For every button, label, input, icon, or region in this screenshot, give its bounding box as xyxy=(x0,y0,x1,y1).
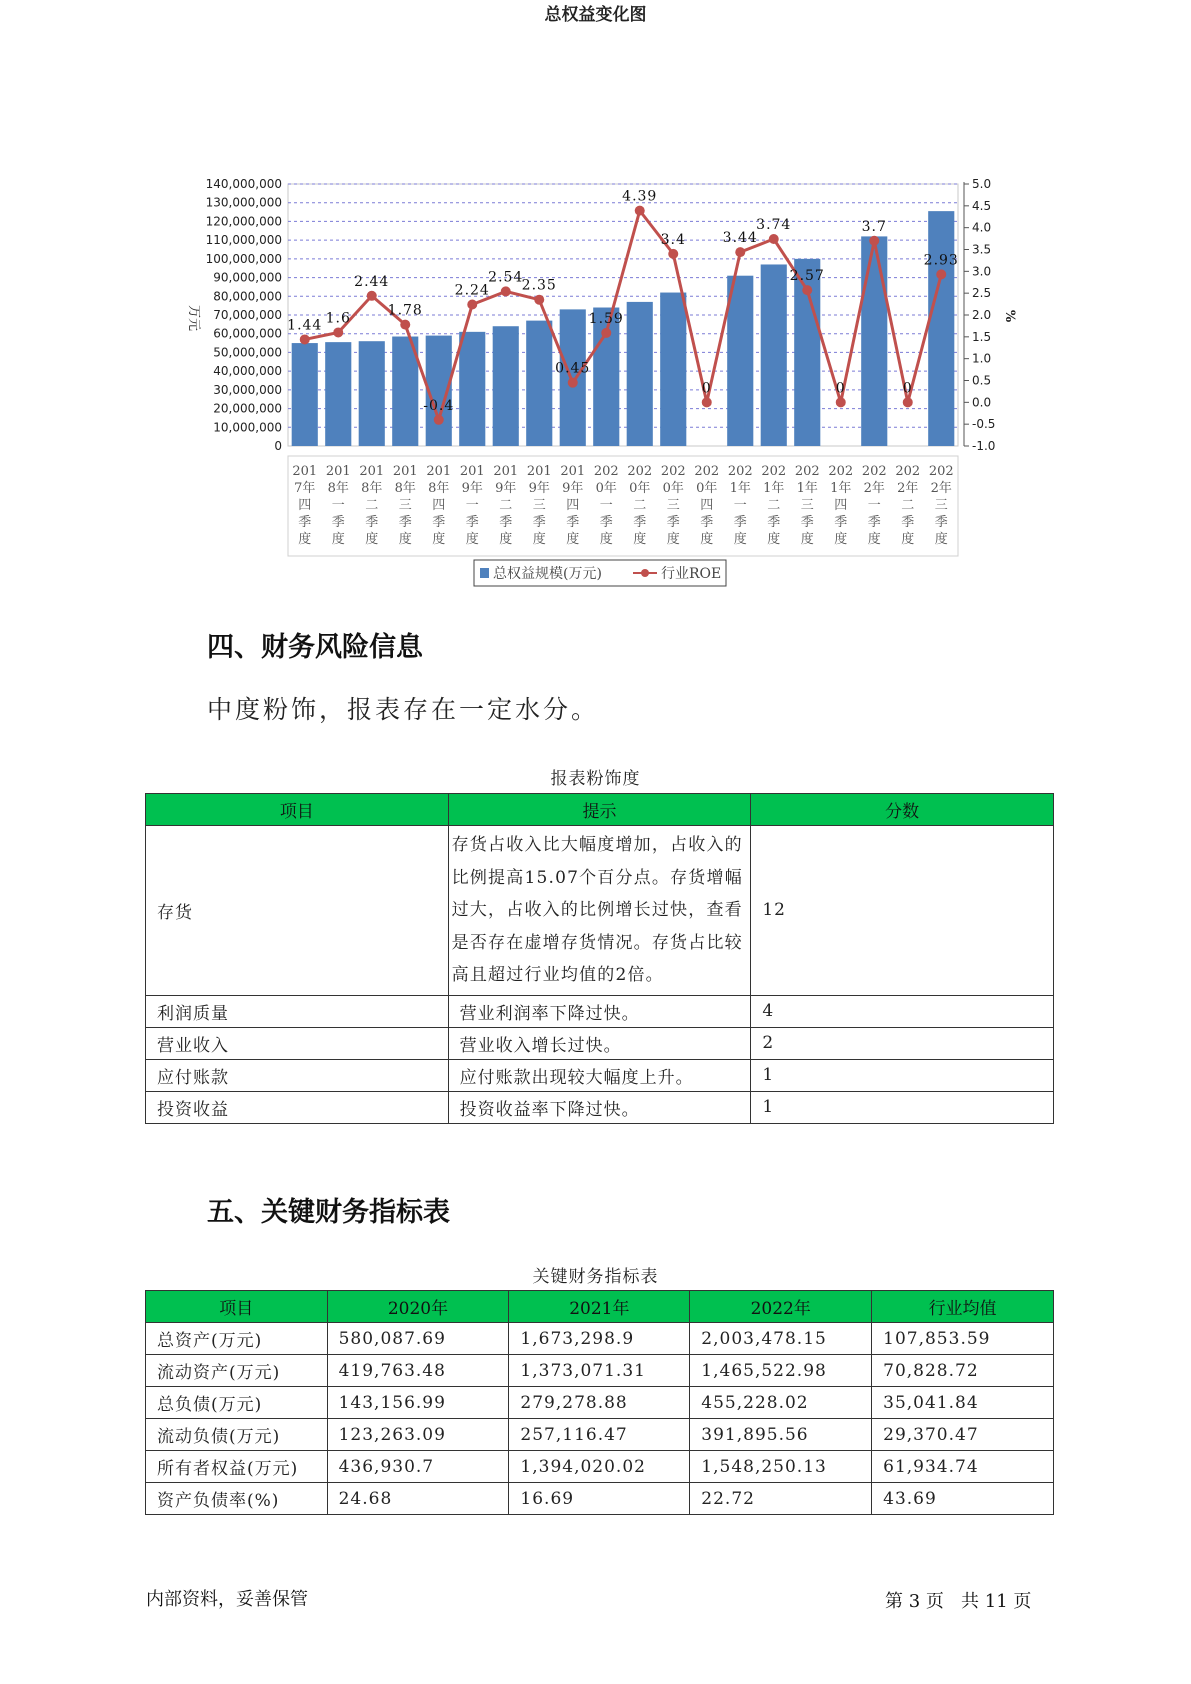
x-tick-label: 四 xyxy=(700,498,714,513)
table-row xyxy=(146,1387,1054,1419)
kpi-2022: 22.72 xyxy=(690,1483,872,1515)
y-left-tick-label: 60,000,000 xyxy=(213,326,282,341)
kpi-name: 总负债(万元) xyxy=(146,1387,328,1419)
y-left-tick-label: 20,000,000 xyxy=(213,401,282,416)
bar xyxy=(459,332,485,446)
roe-point xyxy=(467,300,477,310)
kpi-name: 流动资产(万元) xyxy=(146,1355,328,1387)
y-right-tick-label: 2.0 xyxy=(972,308,992,322)
table-row xyxy=(146,1027,1054,1059)
roe-point xyxy=(668,249,678,259)
x-tick-label: 四 xyxy=(432,498,446,513)
kpi-2021: 1,394,020.02 xyxy=(509,1451,690,1483)
risk-hint: 存货占收入比大幅度增加，占收入的比例提高15.07个百分点。存货增幅过大，占收入的比例增长过快，查看是否存在虚增存货情况。存货占比较高且超过行业均值的2倍。 xyxy=(448,826,751,996)
roe-point xyxy=(903,397,913,407)
x-tick-label: 度 xyxy=(800,532,814,547)
y-left-tick-label: 10,000,000 xyxy=(213,420,282,435)
x-tick-label: 四 xyxy=(298,498,312,513)
y-right-tick-label: 1.5 xyxy=(972,329,992,344)
x-tick-label: 1年 xyxy=(729,481,751,496)
x-tick-label: 度 xyxy=(834,532,848,547)
risk-item: 利润质量 xyxy=(146,995,449,1027)
roe-point xyxy=(802,285,812,295)
chart-title: 总权益变化图 xyxy=(544,5,647,25)
x-tick-label: 8年 xyxy=(394,481,416,496)
x-tick-label: 季 xyxy=(398,515,412,530)
roe-data-label: 3.74 xyxy=(756,217,792,234)
table-row xyxy=(146,1091,1054,1123)
x-tick-label: 季 xyxy=(800,515,814,530)
kpi-2021: 16.69 xyxy=(509,1483,690,1515)
risk-table-caption: 报表粉饰度 xyxy=(550,769,641,789)
x-tick-label: 202 xyxy=(660,464,686,479)
y-left-tick-label: 100,000,000 xyxy=(205,251,282,266)
kpi-2021: 279,278.88 xyxy=(509,1387,690,1419)
legend-bar-label: 总权益规模(万元) xyxy=(493,566,602,582)
x-tick-label: 三 xyxy=(800,498,814,513)
x-tick-label: 季 xyxy=(499,515,513,530)
header-hint: 提示 xyxy=(448,794,751,826)
roe-point xyxy=(333,327,343,337)
roe-data-label: 1.44 xyxy=(287,317,323,334)
x-tick-label: 201 xyxy=(292,464,318,479)
footer-page-number: 第 3 页 共 11 页 xyxy=(885,1591,1032,1612)
risk-hint: 应付账款出现较大幅度上升。 xyxy=(448,1059,751,1091)
kpi-name: 所有者权益(万元) xyxy=(146,1451,328,1483)
y-left-axis-label: 万元 xyxy=(186,304,201,332)
roe-data-label: 0 xyxy=(902,380,913,397)
y-right-tick-label: 4.0 xyxy=(972,220,992,235)
x-tick-label: 8年 xyxy=(428,481,450,496)
header-score: 分数 xyxy=(751,794,1054,826)
x-tick-label: 度 xyxy=(331,532,345,547)
kpi-2020: 24.68 xyxy=(327,1483,509,1515)
roe-data-label: 1.59 xyxy=(588,310,624,327)
header-item: 项目 xyxy=(146,794,449,826)
x-tick-label: 季 xyxy=(934,515,948,530)
roe-data-label: 2.24 xyxy=(454,282,490,299)
x-tick-label: 度 xyxy=(599,532,613,547)
y-left-tick-label: 140,000,000 xyxy=(205,177,282,191)
y-left-tick-label: 130,000,000 xyxy=(205,195,282,210)
x-tick-label: 2年 xyxy=(863,481,885,496)
x-tick-label: 9年 xyxy=(562,481,584,496)
risk-item: 存货 xyxy=(146,826,449,996)
roe-data-label: 2.35 xyxy=(521,277,557,294)
kpi-industry: 61,934.74 xyxy=(872,1451,1054,1483)
roe-point xyxy=(534,295,544,305)
x-tick-label: 季 xyxy=(365,515,379,530)
x-tick-label: 0年 xyxy=(629,481,651,496)
roe-data-label: 0 xyxy=(701,380,712,397)
x-tick-label: 二 xyxy=(499,498,513,513)
risk-hint: 投资收益率下降过快。 xyxy=(448,1091,751,1123)
bar xyxy=(292,343,318,446)
x-tick-label: 9年 xyxy=(528,481,550,496)
x-tick-label: 8年 xyxy=(361,481,383,496)
table-row xyxy=(146,1483,1054,1515)
roe-point xyxy=(869,236,879,246)
risk-table xyxy=(145,793,1054,1124)
kpi-name: 总资产(万元) xyxy=(146,1323,328,1355)
x-tick-label: 1年 xyxy=(830,481,852,496)
roe-data-label: 2.44 xyxy=(354,273,390,290)
x-tick-label: 季 xyxy=(599,515,613,530)
bar xyxy=(861,236,887,446)
risk-item: 投资收益 xyxy=(146,1091,449,1123)
bar xyxy=(325,342,351,446)
roe-data-label: 0 xyxy=(835,380,846,397)
x-tick-label: 度 xyxy=(767,532,781,547)
risk-score: 2 xyxy=(751,1027,1054,1059)
y-right-tick-label: 0.5 xyxy=(972,373,992,388)
x-tick-label: 三 xyxy=(666,498,680,513)
x-tick-label: 202 xyxy=(794,464,820,479)
x-tick-label: 度 xyxy=(298,532,312,547)
x-tick-label: 201 xyxy=(560,464,586,479)
y-right-tick-label: -1.0 xyxy=(972,439,996,453)
kpi-industry: 107,853.59 xyxy=(872,1323,1054,1355)
roe-point xyxy=(635,206,645,216)
table-header-row xyxy=(146,1291,1054,1323)
y-right-tick-label: 3.5 xyxy=(972,242,992,257)
x-tick-label: 度 xyxy=(532,532,546,547)
x-tick-label: 201 xyxy=(493,464,519,479)
roe-point xyxy=(769,234,779,244)
table-row xyxy=(146,1419,1054,1451)
x-tick-label: 7年 xyxy=(294,481,316,496)
x-tick-label: 二 xyxy=(633,498,647,513)
x-tick-label: 2年 xyxy=(930,481,952,496)
roe-point xyxy=(300,334,310,344)
x-tick-label: 度 xyxy=(901,532,915,547)
risk-score: 1 xyxy=(751,1091,1054,1123)
risk-score: 1 xyxy=(751,1059,1054,1091)
y-left-tick-label: 70,000,000 xyxy=(213,308,282,322)
x-tick-label: 度 xyxy=(365,532,379,547)
x-tick-label: 季 xyxy=(867,515,881,530)
x-tick-label: 度 xyxy=(733,532,747,547)
x-tick-label: 202 xyxy=(861,464,887,479)
bar xyxy=(761,264,787,446)
x-tick-label: 9年 xyxy=(495,481,517,496)
x-tick-label: 一 xyxy=(733,498,747,513)
x-tick-label: 202 xyxy=(694,464,720,479)
x-tick-label: 一 xyxy=(465,498,479,513)
table-row xyxy=(146,995,1054,1027)
y-left-tick-label: 120,000,000 xyxy=(205,214,282,229)
x-tick-label: 201 xyxy=(359,464,385,479)
x-tick-label: 度 xyxy=(934,532,948,547)
x-tick-label: 季 xyxy=(767,515,781,530)
y-right-tick-label: 3.0 xyxy=(972,264,992,279)
x-tick-label: 202 xyxy=(895,464,921,479)
x-tick-label: 202 xyxy=(627,464,653,479)
x-tick-label: 季 xyxy=(432,515,446,530)
y-left-tick-label: 90,000,000 xyxy=(213,270,282,285)
roe-point xyxy=(735,247,745,257)
x-tick-label: 201 xyxy=(325,464,351,479)
x-tick-label: 季 xyxy=(733,515,747,530)
y-right-tick-label: 0.0 xyxy=(972,395,992,410)
y-left-tick-label: 80,000,000 xyxy=(213,289,282,304)
y-right-tick-label: 1.0 xyxy=(972,351,992,366)
x-tick-label: 2年 xyxy=(897,481,919,496)
kpi-2021: 257,116.47 xyxy=(509,1419,690,1451)
y-right-tick-label: 2.5 xyxy=(972,286,992,301)
kpi-name: 流动负债(万元) xyxy=(146,1419,328,1451)
x-tick-label: 一 xyxy=(599,498,613,513)
roe-data-label: 3.4 xyxy=(660,231,686,248)
roe-point xyxy=(836,397,846,407)
section4-summary: 中度粉饰，报表存在一定水分。 xyxy=(207,695,600,724)
x-tick-label: 度 xyxy=(867,532,881,547)
y-right-tick-label: -0.5 xyxy=(972,417,996,432)
table-row xyxy=(146,1059,1054,1091)
x-tick-label: 季 xyxy=(465,515,479,530)
roe-point xyxy=(434,415,444,425)
x-tick-label: 202 xyxy=(727,464,753,479)
kpi-2020: 143,156.99 xyxy=(327,1387,509,1419)
roe-data-label: 3.44 xyxy=(722,230,758,247)
roe-data-label: -0.4 xyxy=(423,397,455,414)
y-left-tick-label: 30,000,000 xyxy=(213,382,282,397)
x-tick-label: 1年 xyxy=(763,481,785,496)
kpi-2020: 419,763.48 xyxy=(327,1355,509,1387)
x-tick-label: 季 xyxy=(331,515,345,530)
bar xyxy=(928,211,954,446)
kpi-2022: 1,465,522.98 xyxy=(690,1355,872,1387)
kpi-2020: 436,930.7 xyxy=(327,1451,509,1483)
x-tick-label: 度 xyxy=(666,532,680,547)
bar xyxy=(493,326,519,446)
header-industry-avg: 行业均值 xyxy=(872,1291,1054,1323)
legend-line-marker xyxy=(641,569,649,577)
x-tick-label: 三 xyxy=(532,498,546,513)
x-tick-label: 季 xyxy=(566,515,580,530)
x-tick-label: 202 xyxy=(593,464,619,479)
roe-point xyxy=(501,286,511,296)
kpi-2022: 1,548,250.13 xyxy=(690,1451,872,1483)
kpi-2022: 391,895.56 xyxy=(690,1419,872,1451)
kpi-industry: 43.69 xyxy=(872,1483,1054,1515)
header-item: 项目 xyxy=(146,1291,328,1323)
y-left-tick-label: 50,000,000 xyxy=(213,345,282,360)
x-tick-label: 202 xyxy=(828,464,854,479)
x-tick-label: 度 xyxy=(432,532,446,547)
x-tick-label: 9年 xyxy=(461,481,483,496)
y-right-tick-label: 5.0 xyxy=(972,177,992,191)
x-tick-label: 三 xyxy=(934,498,948,513)
x-tick-label: 季 xyxy=(834,515,848,530)
x-tick-label: 一 xyxy=(867,498,881,513)
x-tick-label: 度 xyxy=(398,532,412,547)
x-tick-label: 四 xyxy=(566,498,580,513)
x-tick-label: 度 xyxy=(566,532,580,547)
roe-data-label: 2.54 xyxy=(488,269,524,286)
risk-item: 应付账款 xyxy=(146,1059,449,1091)
risk-hint: 营业收入增长过快。 xyxy=(448,1027,751,1059)
y-right-tick-label: 4.5 xyxy=(972,198,992,213)
kpi-2021: 1,373,071.31 xyxy=(509,1355,690,1387)
x-tick-label: 度 xyxy=(700,532,714,547)
y-left-tick-label: 40,000,000 xyxy=(213,364,282,379)
x-tick-label: 201 xyxy=(526,464,552,479)
bar xyxy=(660,293,686,446)
roe-point xyxy=(936,269,946,279)
y-right-axis-label: % xyxy=(1002,309,1017,323)
x-tick-label: 201 xyxy=(459,464,485,479)
x-tick-label: 201 xyxy=(426,464,452,479)
x-tick-label: 季 xyxy=(700,515,714,530)
roe-point xyxy=(367,291,377,301)
roe-point xyxy=(601,328,611,338)
x-tick-label: 8年 xyxy=(327,481,349,496)
risk-score: 4 xyxy=(751,995,1054,1027)
risk-hint: 营业利润率下降过快。 xyxy=(448,995,751,1027)
table-row xyxy=(146,1355,1054,1387)
x-tick-label: 一 xyxy=(331,498,345,513)
roe-data-label: 1.6 xyxy=(325,310,351,327)
roe-data-label: 3.7 xyxy=(861,218,887,235)
table-row xyxy=(146,1323,1054,1355)
legend-bar-swatch xyxy=(480,568,489,578)
kpi-2022: 2,003,478.15 xyxy=(690,1323,872,1355)
x-tick-label: 三 xyxy=(398,498,412,513)
x-tick-label: 201 xyxy=(392,464,418,479)
table-row xyxy=(146,1451,1054,1483)
kpi-table-caption: 关键财务指标表 xyxy=(532,1267,659,1287)
kpi-industry: 35,041.84 xyxy=(872,1387,1054,1419)
table-header-row xyxy=(146,794,1054,826)
category-axis-box xyxy=(288,456,958,556)
legend-line-label: 行业ROE xyxy=(661,566,722,582)
roe-data-label: 2.93 xyxy=(923,252,959,269)
kpi-industry: 70,828.72 xyxy=(872,1355,1054,1387)
x-tick-label: 1年 xyxy=(796,481,818,496)
x-tick-label: 二 xyxy=(767,498,781,513)
x-tick-label: 季 xyxy=(633,515,647,530)
roe-point xyxy=(400,320,410,330)
x-tick-label: 季 xyxy=(532,515,546,530)
x-tick-label: 0年 xyxy=(595,481,617,496)
x-tick-label: 202 xyxy=(761,464,787,479)
kpi-name: 资产负债率(%) xyxy=(146,1483,328,1515)
roe-point xyxy=(702,397,712,407)
roe-data-label: 0.45 xyxy=(555,360,591,377)
equity-chart xyxy=(0,0,1191,600)
kpi-2021: 1,673,298.9 xyxy=(509,1323,690,1355)
header-2021: 2021年 xyxy=(509,1291,690,1323)
kpi-industry: 29,370.47 xyxy=(872,1419,1054,1451)
x-tick-label: 0年 xyxy=(696,481,718,496)
kpi-2020: 580,087.69 xyxy=(327,1323,509,1355)
roe-data-label: 2.57 xyxy=(789,268,825,285)
x-tick-label: 四 xyxy=(834,498,848,513)
x-tick-label: 度 xyxy=(499,532,513,547)
bar xyxy=(359,341,385,446)
header-2020: 2020年 xyxy=(327,1291,509,1323)
x-tick-label: 度 xyxy=(465,532,479,547)
x-tick-label: 季 xyxy=(298,515,312,530)
roe-data-label: 4.39 xyxy=(622,188,658,205)
y-left-tick-label: 110,000,000 xyxy=(205,233,282,248)
x-tick-label: 二 xyxy=(365,498,379,513)
kpi-table xyxy=(145,1290,1054,1515)
header-2022: 2022年 xyxy=(690,1291,872,1323)
table-row xyxy=(146,826,1054,996)
kpi-2020: 123,263.09 xyxy=(327,1419,509,1451)
x-tick-label: 度 xyxy=(633,532,647,547)
x-tick-label: 季 xyxy=(901,515,915,530)
section5-title: 五、关键财务指标表 xyxy=(207,1197,450,1228)
risk-item: 营业收入 xyxy=(146,1027,449,1059)
footer-confidential: 内部资料，妥善保管 xyxy=(146,1589,308,1610)
x-tick-label: 二 xyxy=(901,498,915,513)
bar xyxy=(526,321,552,446)
roe-point xyxy=(568,378,578,388)
kpi-2022: 455,228.02 xyxy=(690,1387,872,1419)
y-left-tick-label: 0 xyxy=(274,439,282,453)
roe-data-label: 1.78 xyxy=(387,302,423,319)
x-tick-label: 季 xyxy=(666,515,680,530)
risk-score: 12 xyxy=(751,826,1054,996)
x-tick-label: 202 xyxy=(928,464,954,479)
x-tick-label: 0年 xyxy=(662,481,684,496)
section4-title: 四、财务风险信息 xyxy=(207,632,423,663)
bar xyxy=(727,276,753,446)
bar xyxy=(627,302,653,446)
